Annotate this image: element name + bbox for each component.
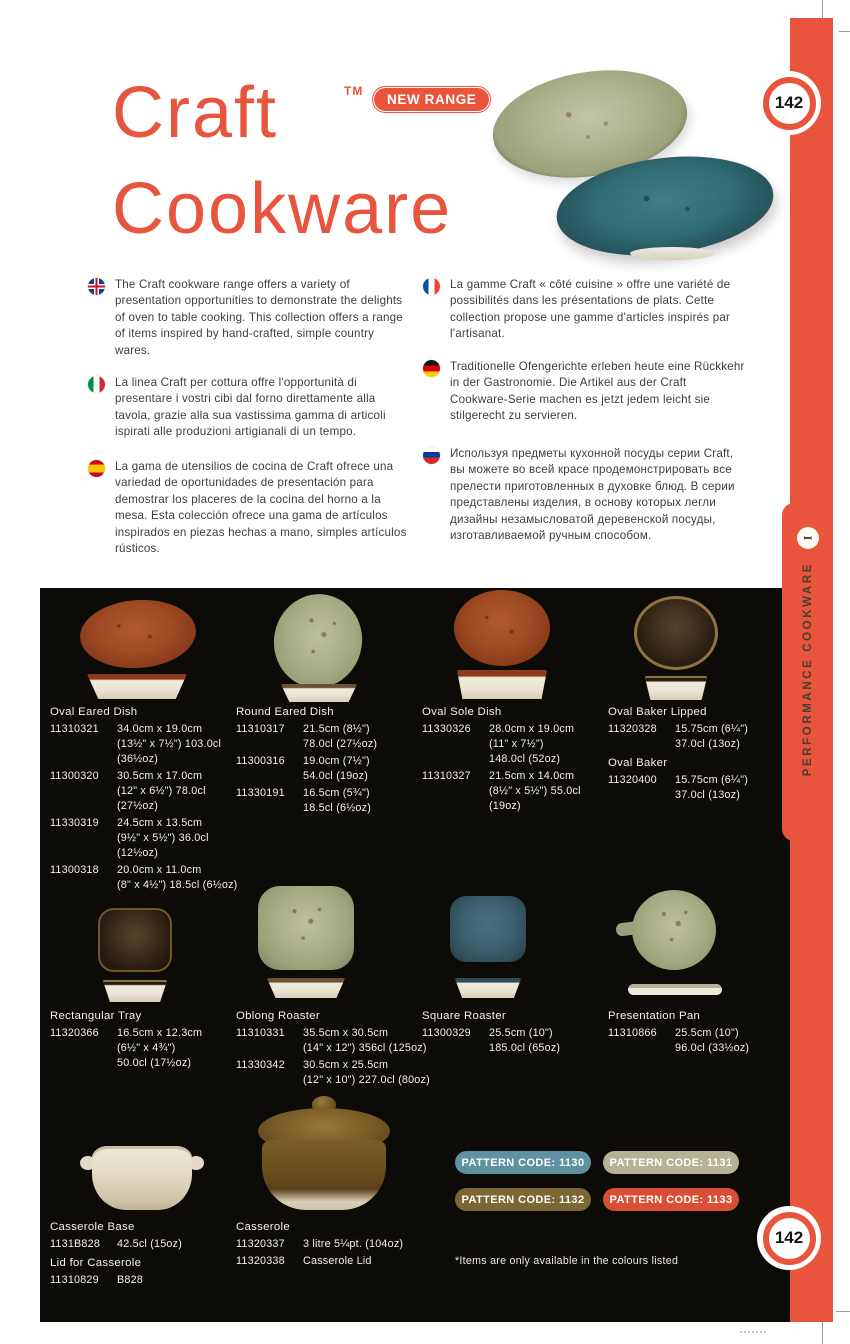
product-code: 11320328 <box>608 723 657 735</box>
product-size: 19.0cm (7½") 54.0cl (19oz) <box>303 755 370 782</box>
intro-text-english: The Craft cookware range offers a variety of presentation opportunities to demonstrate the delights of oven to table cooking. This collection offers a range of items inspired by hand-crafted, simple country wares. <box>115 278 403 357</box>
product-size: 15.75cm (6¼") 37.0cl (13oz) <box>675 723 749 750</box>
page-number-top: 142 <box>757 71 821 135</box>
product-code: 11320337 <box>236 1238 285 1250</box>
product-name: Casserole Base <box>50 1221 135 1233</box>
product-row <box>236 754 422 784</box>
product-column <box>50 706 236 898</box>
product-column <box>422 706 608 819</box>
performance-cookware-tab <box>782 503 833 841</box>
page-title-line2: Cookware <box>112 169 453 249</box>
product-column <box>50 1221 236 1293</box>
rectangular-tray-photo-top <box>98 908 172 972</box>
crop-mark-bottom <box>822 1320 823 1344</box>
product-group <box>422 706 608 814</box>
product-code: 11330342 <box>236 1059 285 1071</box>
product-code: 11320400 <box>608 774 657 786</box>
intro-block-english <box>88 277 410 359</box>
product-code: 11320366 <box>50 1027 99 1039</box>
product-column <box>422 1010 608 1061</box>
pattern-badges <box>455 1151 739 1211</box>
product-code: 11300316 <box>236 755 285 767</box>
product-size: 30.5cm x 25.5cm (12" x 10") 227.0cl (80oz) <box>303 1059 430 1086</box>
intro-text-german: Traditionelle Ofengerichte erleben heute eine Rückkehr in der Gastronomie. Die Artikel aus der Craft Cookware-Serie machen es jetzt jedem leicht sie stilgerecht zu servieren. <box>450 360 745 423</box>
oval-eared-dish-photo-side <box>86 674 188 699</box>
new-range-badge: NEW RANGE <box>374 88 489 111</box>
product-row <box>236 722 422 752</box>
spain-flag-icon <box>88 460 105 477</box>
product-size: 16.5cm x 12.3cm (6½" x 4¾") 50.0cl (17½oz) <box>117 1027 203 1069</box>
product-code: 11300320 <box>50 770 99 782</box>
product-size: 30.5cm x 17.0cm (12" x 6½") 78.0cl (27½oz) <box>117 770 206 812</box>
pattern-code-badge: PATTERN CODE: 1133 <box>603 1188 739 1211</box>
pattern-code-badge: PATTERN CODE: 1130 <box>455 1151 591 1174</box>
italy-flag-icon <box>88 376 105 393</box>
product-size: 15.75cm (6¼") 37.0cl (13oz) <box>675 774 749 801</box>
square-roaster-photo-top <box>450 896 526 962</box>
product-name: Lid for Casserole <box>50 1257 142 1269</box>
presentation-pan-photo-top <box>632 890 716 970</box>
product-name: Oblong Roaster <box>236 1010 320 1022</box>
intro-text-italian: La linea Craft per cottura offre l'opportunità di presentare i vostri cibi dal forno direttamente alla tavola, grazie alla sua vastissima gamma di articoli ispirati alle produzioni artigianali di un tempo. <box>115 376 386 439</box>
product-size: B828 <box>117 1274 144 1286</box>
product-row <box>422 769 608 814</box>
product-row <box>422 722 608 767</box>
intro-text-russian: Используя предметы кухонной посуды серии Craft, вы можете во всей красе продемонстрировать все прелести приготовленных в духовке блюд. В серии представлены изделия, в основу которых легли дизайны незамысловатой деревенской посуды, изготавливаемой ручным способом. <box>450 447 735 543</box>
product-group <box>50 1010 236 1071</box>
square-roaster-photo-side <box>454 978 522 998</box>
product-name: Square Roaster <box>422 1010 506 1022</box>
trademark-symbol: TM <box>344 84 364 98</box>
product-row <box>50 816 236 861</box>
product-row <box>50 1026 236 1071</box>
product-code: 11330319 <box>50 817 99 829</box>
product-name: Oval Baker Lipped <box>608 706 707 718</box>
product-column <box>608 706 788 808</box>
product-row <box>422 1026 608 1056</box>
product-group <box>422 1010 608 1056</box>
oblong-roaster-photo-top <box>258 886 354 970</box>
product-code: 11310321 <box>50 723 99 735</box>
product-name: Presentation Pan <box>608 1010 701 1022</box>
round-eared-dish-photo-side <box>280 684 358 702</box>
product-name: Round Eared Dish <box>236 706 334 718</box>
product-size: 25.5cm (10") 96.0cl (33½oz) <box>675 1027 750 1054</box>
product-size: 35.5cm x 30.5cm (14" x 12") 356cl (125oz) <box>303 1027 427 1054</box>
product-size: 34.0cm x 19.0cm (13½" x 7½") 103.0cl (36½oz) <box>117 723 222 765</box>
product-code: 11330326 <box>422 723 471 735</box>
product-code: 11300329 <box>422 1027 471 1039</box>
casserole-base-photo <box>92 1146 192 1210</box>
product-code: 11310829 <box>50 1274 99 1286</box>
intro-block-french <box>423 277 747 343</box>
product-row <box>50 769 236 814</box>
product-row <box>236 1058 430 1088</box>
product-code: 11310327 <box>422 770 471 782</box>
russia-flag-icon <box>423 447 440 464</box>
product-row <box>50 863 236 893</box>
casserole-body-photo <box>262 1140 386 1210</box>
product-row <box>236 1026 427 1056</box>
crop-mark-top-right <box>839 31 850 32</box>
product-size: 25.5cm (10") 185.0cl (65oz) <box>489 1027 561 1054</box>
product-code: 1131B828 <box>50 1238 101 1250</box>
sidebar-label: PERFORMANCE COOKWARE <box>801 562 814 777</box>
product-size: 21.5cm (8½") 78.0cl (27½oz) <box>303 723 378 750</box>
oval-sole-dish-photo-side <box>456 670 548 699</box>
germany-flag-icon <box>423 360 440 377</box>
product-group <box>50 706 236 893</box>
product-column <box>50 1010 236 1076</box>
product-column <box>236 1010 430 1093</box>
product-group <box>608 706 788 752</box>
product-group <box>608 757 788 803</box>
product-row <box>50 1273 236 1288</box>
intro-block-german <box>423 359 747 425</box>
availability-footnote: *Items are only available in the colours listed <box>455 1255 679 1267</box>
product-group <box>236 706 422 816</box>
pattern-code-badge: PATTERN CODE: 1132 <box>455 1188 591 1211</box>
product-column <box>236 706 422 821</box>
product-row <box>608 722 788 752</box>
intro-block-spanish <box>88 459 410 557</box>
hero-dish-foot <box>630 247 714 260</box>
product-code: 11310331 <box>236 1027 285 1039</box>
product-size: 16.5cm (5¾") 18.5cl (6½oz) <box>303 787 372 814</box>
oval-baker-photo-side <box>644 676 708 700</box>
product-row <box>608 773 788 803</box>
product-row <box>50 722 236 767</box>
section-index-circle: I <box>797 527 819 549</box>
page-title-line1: Craft <box>112 73 279 153</box>
product-group <box>236 1221 436 1269</box>
product-group <box>608 1010 788 1056</box>
product-group <box>236 1010 430 1088</box>
product-size: Casserole Lid <box>303 1255 372 1267</box>
product-size: 28.0cm x 19.0cm (11" x 7½") 148.0cl (52oz) <box>489 723 575 765</box>
oval-sole-dish-photo-top <box>454 590 550 666</box>
product-group <box>50 1221 236 1252</box>
product-name: Oval Sole Dish <box>422 706 502 718</box>
product-row <box>236 1254 436 1269</box>
product-size: 24.5cm x 13.5cm (9½" x 5½") 36.0cl (12½oz) <box>117 817 209 859</box>
intro-text-french: La gamme Craft « côté cuisine » offre une variété de possibilités dans les présentations de plats. Cette collection propose une gamme d'articles inspirés par l'artisanat. <box>450 278 731 341</box>
product-column <box>608 1010 788 1061</box>
pattern-code-badge: PATTERN CODE: 1131 <box>603 1151 739 1174</box>
product-name: Oval Eared Dish <box>50 706 138 718</box>
page-number-bottom: 142 <box>757 1206 821 1270</box>
product-name: Oval Baker <box>608 757 668 769</box>
product-size: 42.5cl (15oz) <box>117 1238 183 1250</box>
presentation-pan-photo-side <box>628 984 722 995</box>
product-name: Rectangular Tray <box>50 1010 142 1022</box>
product-code: 11310317 <box>236 723 285 735</box>
product-size: 20.0cm x 11.0cm (8" x 4½") 18.5cl (6½oz) <box>117 864 238 891</box>
product-code: 11330191 <box>236 787 285 799</box>
france-flag-icon <box>423 278 440 295</box>
product-row <box>236 786 422 816</box>
product-size: 21.5cm x 14.0cm (8½" x 5½") 55.0cl (19oz) <box>489 770 581 812</box>
intro-block-italian <box>88 375 410 441</box>
product-group <box>50 1257 236 1288</box>
oval-baker-photo-top <box>634 596 718 670</box>
rectangular-tray-photo-side <box>102 980 168 1002</box>
oblong-roaster-photo-side <box>266 978 346 998</box>
product-code: 11300318 <box>50 864 99 876</box>
crop-mark-bottom-right <box>836 1311 850 1312</box>
product-size: 3 litre 5¼pt. (104oz) <box>303 1238 404 1250</box>
product-row <box>608 1026 788 1056</box>
product-code: 11310866 <box>608 1027 657 1039</box>
product-row <box>50 1237 236 1252</box>
product-row <box>236 1237 436 1252</box>
product-code: 11320338 <box>236 1255 285 1267</box>
registration-dots <box>740 1331 766 1333</box>
uk-flag-icon <box>88 278 105 295</box>
product-name: Casserole <box>236 1221 290 1233</box>
intro-block-russian <box>423 446 747 544</box>
intro-text-spanish: La gama de utensilios de cocina de Craft ofrece una variedad de oportunidades de presentación para demostrar los placeres de la cocina del horno a la mesa. Esta colección ofrece una gama de artículos inspirados en piezas hechas a mano, simples artículos rústicos. <box>115 460 407 556</box>
product-column <box>236 1221 436 1274</box>
